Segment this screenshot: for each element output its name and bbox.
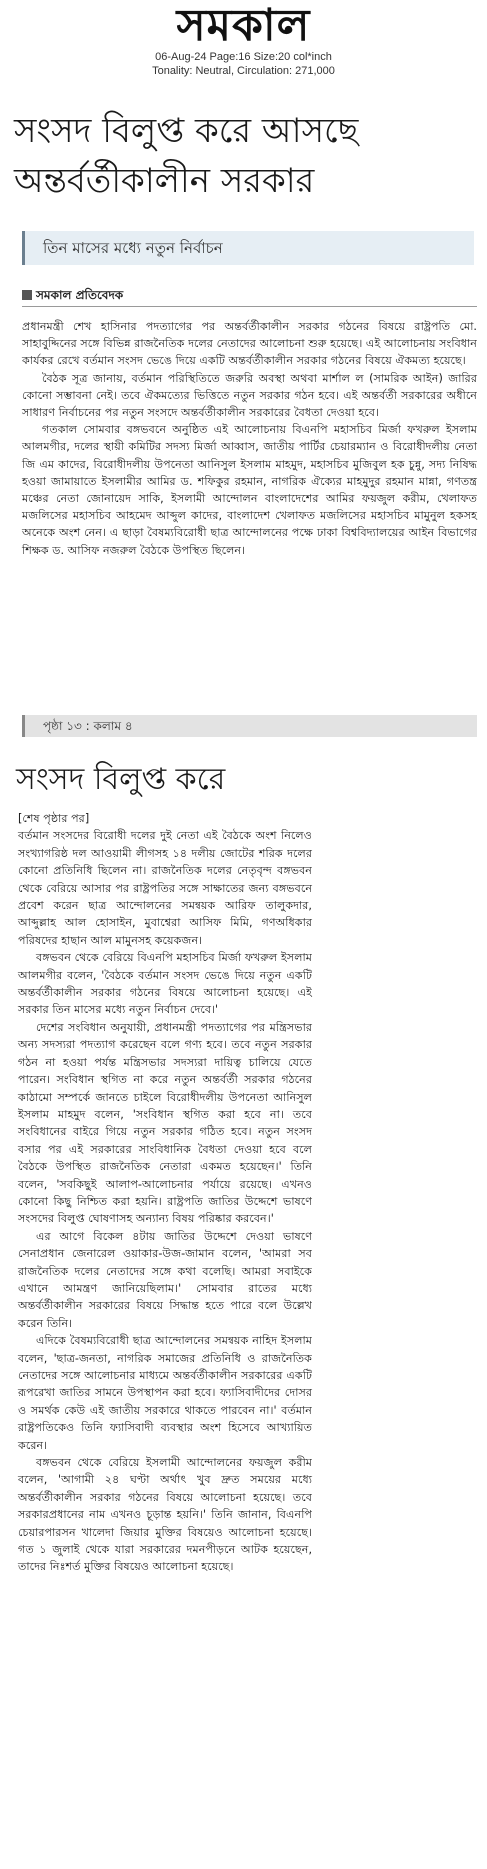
body-paragraph: দেশের সংবিধান অনুযায়ী, প্রধানমন্ত্রী পদত্যাগের পর মন্ত্রিসভার অন্য সদস্যরা পদত্যাগ করেছেন বলে গণ্য হবে। তবে নতুন সরকার গঠন না হওয়া পর্যন্ত মন্ত্রিসভার সদস্যরা দায়িত্ব চালিয়ে যেতে পারেন। সংবিধান স্থগিত না করে নতুন অন্তর্বর্তী সরকার গঠনের কাঠামো সম্পর্কে জানতে চাইলে বিরোধীদলীয় উপনেতা আনিসুল ইসলাম মাহমুদ বলেন, 'সংবিধান স্থগিত করা হবে না। তবে সংবিধানের বাইরে গিয়ে নতুন সরকার গঠিত হবে। নতুন সংসদ বসার পর এই সরকারের সাংবিধানিক বৈধতা দেওয়া হবে বলে বৈঠকে উপস্থিত রাজনৈতিক নেতারা একমত হয়েছেন।' তিনি বলেন, 'সবকিছুই আলাপ-আলোচনার পর্যায়ে রয়েছে। এখনও কোনো কিছু নিশ্চিত করা হয়নি। রাষ্ট্রপতি জাতির উদ্দেশে ভাষণে সংসদের বিলুপ্ত ঘোষণাসহ অন্যান্য বিষয় পরিষ্কার করবেন।' [18, 1020, 312, 1226]
byline-row [22, 286, 477, 304]
masthead [0, 2, 487, 78]
headline-line1: সংসদ বিলুপ্ত করে আসছে [14, 111, 359, 151]
byline-square-icon [22, 290, 32, 300]
continuation-body [18, 810, 312, 1576]
byline: সমকাল প্রতিবেদক [36, 288, 124, 302]
body-paragraph: বর্তমান সংসদের বিরোধী দলের দুই নেতা এই বৈঠকে অংশ নিলেও সংখ্যাগরিষ্ঠ দল আওয়ামী লীগসহ ১৪ দলীয় জোটের শরিক দলের কোনো প্রতিনিধি ছিলেন না। রাজনৈতিক দলের নেতৃবৃন্দ বঙ্গভবন থেকে বেরিয়ে আসার পর রাষ্ট্রপতির সঙ্গে সাক্ষাতের জন্য বঙ্গভবনে প্রবেশ করেন ছাত্র আন্দোলনের সমন্বয়ক আরিফ তালুকদার, আব্দুল্লাহ আল হোসাইন, মুবাশ্বেরা আসিফ মিমি, গণঅধিকার পরিষদের হাছান আল মামুনসহ কয়েকজন। [18, 829, 312, 947]
subhead-box [22, 231, 474, 265]
body-paragraph: গতকাল সোমবার বঙ্গভবনে অনুষ্ঠিত এই আলোচনায় বিএনপি মহাসচিব মির্জা ফখরুল ইসলাম আলমগীর, দলের স্থায়ী কমিটির সদস্য মির্জা আব্বাস, জাতীয় পার্টির চেয়ারম্যান ও বিরোধীদলীয় নেতা জি এম কাদের, বিরোধীদলীয় উপনেতা আনিসুল ইসলাম মাহমুদ, মহাসচিব মুজিবুল হক চুন্নু, সদ্য নিষিদ্ধ হওয়া জামায়াতে ইসলামীর আমির ড. শফিকুর রহমান, নাগরিক ঐক্যের মাহমুদুর রহমান মান্না, গণতন্ত্র মঞ্চের নেতা জোনায়েদ সাকি, ইসলামী আন্দোলন বাংলাদেশের আমির ফয়জুল করীম, খেলাফত মজলিসের মহাসচিব আহমেদ আব্দুল কাদের, বাংলাদেশ খেলাফত মজলিসের মহাসচিব মামুনুল হকসহ অনেকে অংশ নেন। এ ছাড়া বৈষম্যবিরোধী ছাত্র আন্দোলনের পক্ষে ঢাকা বিশ্ববিদ্যালয়ের আইন বিভাগের শিক্ষক ড. আসিফ নজরুল বৈঠকে উপস্থিত ছিলেন। [22, 423, 477, 557]
byline-divider [22, 306, 477, 307]
body-paragraph: প্রধানমন্ত্রী শেখ হাসিনার পদত্যাগের পর অন্তর্বর্তীকালীন সরকার গঠনের বিষয়ে রাষ্ট্রপতি মো. সাহাবুদ্দিনের সঙ্গে বিভিন্ন রাজনৈতিক দলের নেতাদের আলোচনা শুরু হয়েছে। এই আলোচনায় সংবিধান কার্যকর রেখে বর্তমান সংসদ ভেঙে দিয়ে একটি অন্তর্বর্তীকালীন সরকার গঠনের বিষয়ে ঐকমত্য হয়েছে। [22, 320, 477, 368]
body-paragraph: বৈঠক সূত্র জানায়, বর্তমান পরিস্থিতিতে জরুরি অবস্থা অথবা মার্শাল ল (সামরিক আইন) জারির কোনো সম্ভাবনা নেই। তবে ঐকমত্যের ভিত্তিতে নতুন সরকার গঠন হবে। এই অন্তর্বর্তী সরকারের অধীনে সাধারণ নির্বাচনের পর নতুন সংসদে অন্তর্বর্তীকালীন সরকারের বৈধতা দেওয়া হবে। [22, 371, 477, 420]
headline-line2: অন্তর্বর্তীকালীন সরকার [14, 161, 315, 201]
body-paragraph: বঙ্গভবন থেকে বেরিয়ে বিএনপি মহাসচিব মির্জা ফখরুল ইসলাম আলমগীর বলেন, 'বৈঠকে বর্তমান সংসদ ভেঙে দিয়ে নতুন একটি অন্তর্বর্তীকালীন সরকার গঠনের বিষয়ে আলোচনা হয়েছে। এই সরকার তিন মাসের মধ্যে নতুন নির্বাচন দেবে।' [18, 951, 312, 1017]
newspaper-logo: সমকাল [176, 0, 311, 51]
clipping-meta-line1: 06-Aug-24 Page:16 Size:20 col*inch [155, 51, 332, 63]
body-paragraph: এর আগে বিকেল ৪টায় জাতির উদ্দেশে দেওয়া ভাষণে সেনাপ্রধান জেনারেল ওয়াকার-উজ-জামান বলেন, 'আমরা সব রাজনৈতিক দলের নেতাদের সঙ্গে কথা বলেছি। আমরা সবাইকে এখানে আমন্ত্রণ জানিয়েছিলাম।' সোমবার রাতের মধ্যে অন্তর্বর্তীকালীন সরকারের বিষয়ে সিদ্ধান্ত হতে পারে বলে উল্লেখ করেন তিনি। [18, 1229, 312, 1330]
body-paragraph: এদিকে বৈষম্যবিরোধী ছাত্র আন্দোলনের সমন্বয়ক নাহিদ ইসলাম বলেন, 'ছাত্র-জনতা, নাগরিক সমাজের প্রতিনিধি ও রাজনৈতিক নেতাদের সঙ্গে আলোচনার মাধ্যমে অন্তর্বর্তীকালীন সরকারের একটি রূপরেখা জাতির সামনে উপস্থাপন করা হবে। ফ্যাসিবাদীদের দোসর ও সমর্থক কেউ এই জাতীয় সরকারে থাকতে পারবেন না।' বর্তমান রাষ্ট্রপতিকেও তিনি ফ্যাসিবাদী ব্যবস্থার অংশ হিসেবে আখ্যায়িত করেন। [18, 1334, 312, 1452]
article-body [22, 318, 477, 559]
continuation-note: [শেষ পৃষ্ঠার পর] [18, 812, 90, 825]
headline [14, 106, 476, 206]
clipping-meta-line2: Tonality: Neutral, Circulation: 271,000 [152, 65, 335, 77]
jump-bar [22, 715, 477, 737]
subheadline: তিন মাসের মধ্যে নতুন নির্বাচন [43, 239, 223, 257]
body-paragraph: বঙ্গভবন থেকে বেরিয়ে ইসলামী আন্দোলনের ফয়জুল করীম বলেন, 'আগামী ২৪ ঘণ্টা অর্থাৎ খুব দ্রুত সময়ের মধ্যে অন্তর্বর্তীকালীন সরকার গঠনের বিষয়ে আলোচনা হয়েছে। তবে সরকারপ্রধানের নাম এখনও চূড়ান্ত হয়নি।' তিনি জানান, বিএনপি চেয়ারপারসন খালেদা জিয়ার মুক্তির বিষয়েও আলোচনা হয়েছে। গত ১ জুলাই থেকে যারা সরকারের দমনপীড়নে আটক হয়েছেন, তাদের নিঃশর্ত মুক্তির বিষয়েও আলোচনা হয়েছে। [18, 1456, 312, 1574]
jump-reference: পৃষ্ঠা ১৩ : কলাম ৪ [43, 719, 133, 733]
continuation-headline: সংসদ বিলুপ্ত করে [16, 762, 226, 797]
